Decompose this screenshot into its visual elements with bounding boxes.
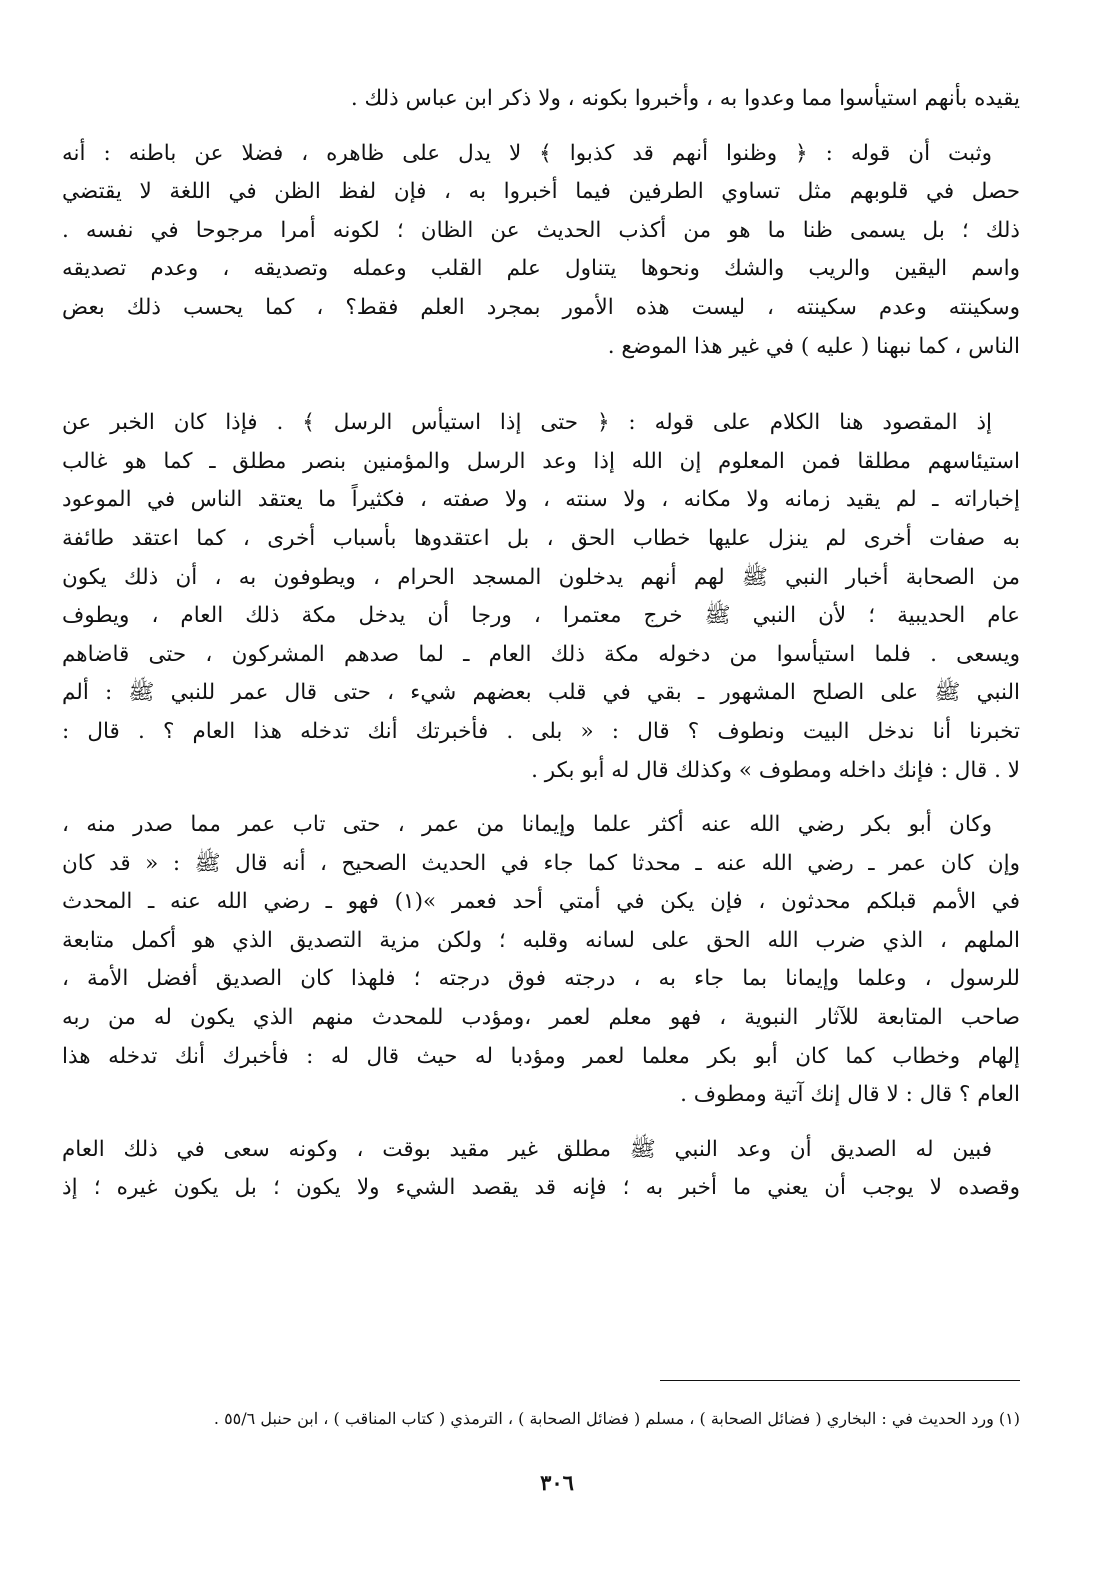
text-line: عام الحديبية ؛ لأن النبي ﷺ خرج معتمرا ، ورجا أن يدخل مكة ذلك العام ، ويطوف [62, 603, 1020, 629]
text-line: العام ؟ قال : لا قال إنك آتية ومطوف . [680, 1082, 1020, 1108]
body-text [62, 80, 1020, 1208]
text-line: إذ المقصود هنا الكلام على قوله : ﴿ حتى إذا استيأس الرسل ﴾ . فإذا كان الخبر عن [62, 410, 992, 436]
text-line: وكان أبو بكر رضي الله عنه أكثر علما وإيمانا من عمر ، حتى تاب عمر مما صدر منه ، [62, 812, 992, 838]
text-line: ويسعى . فلما استيأسوا من دخوله مكة ذلك العام ـ لما صدهم المشركون ، حتى قاضاهم [62, 641, 1020, 667]
text-line: الملهم ، الذي ضرب الله الحق على لسانه وقلبه ؛ ولكن مزية التصديق الذي هو أكمل متابعة [62, 927, 1020, 953]
text-line: الناس ، كما نبهنا ( عليه ) في غير هذا الموضع . [607, 333, 1020, 359]
text-line: لا . قال : فإنك داخله ومطوف » وكذلك قال له أبو بكر . [531, 757, 1020, 783]
text-line: وثبت أن قوله : ﴿ وظنوا أنهم قد كذبوا ﴾ لا يدل على ظاهره ، فضلا عن باطنه : أنه [62, 140, 992, 166]
text-line: استيئاسهم مطلقا فمن المعلوم إن الله إذا وعد الرسل والمؤمنين بنصر مطلق ـ كما هو غالب [62, 448, 1020, 474]
footnote-separator [660, 1380, 1020, 1381]
text-line: تخبرنا أنا ندخل البيت ونطوف ؟ قال : « بلى . فأخبرتك أنك تدخله هذا العام ؟ . قال : [62, 718, 1020, 744]
text-line: صاحب المتابعة للآثار النبوية ، فهو معلم لعمر ،ومؤدب للمحدث منهم الذي يكون له من ربه [62, 1005, 1020, 1031]
text-line: إلهام وخطاب كما كان أبو بكر معلما لعمر ومؤدبا له حيث قال له : فأخبرك أنك تدخله هذا [62, 1043, 1020, 1069]
text-line: به صفات أخرى لم ينزل عليها خطاب الحق ، بل اعتقدوها بأسباب أخرى ، كما اعتقد طائفة [62, 525, 1020, 551]
text-line: للرسول ، وعلما وإيمانا بما جاء به ، درجته فوق درجته ؛ فلهذا كان الصديق أفضل الأمة ، [62, 966, 1020, 992]
text-line: ذلك ؛ بل يسمى ظنا ما هو من أكذب الحديث عن الظان ؛ لكونه أمرا مرجوحا في نفسه . [62, 217, 1020, 243]
text-line: حصل في قلوبهم مثل تساوي الطرفين فيما أخبروا به ، فإن لفظ الظن في اللغة لا يقتضي [62, 179, 1020, 205]
text-line: النبي ﷺ على الصلح المشهور ـ بقي في قلب بعضهم شيء ، حتى قال عمر للنبي ﷺ : ألم [62, 680, 1020, 706]
text-line: في الأمم قبلكم محدثون ، فإن يكن في أمتي أحد فعمر »(١) فهو ـ رضي الله عنه ـ المحدث [62, 889, 1020, 915]
text-line: وإن كان عمر ـ رضي الله عنه ـ محدثا كما جاء في الحديث الصحيح ، أنه قال ﷺ : « قد كان [62, 850, 1020, 876]
text-line: من الصحابة أخبار النبي ﷺ لهم أنهم يدخلون المسجد الحرام ، ويطوفون به ، أن ذلك يكون [62, 564, 1020, 590]
text-line: واسم اليقين والريب والشك ونحوها يتناول علم القلب وعمله وتصديقه ، وعدم تصديقه [62, 256, 1020, 282]
text-line: فبين له الصديق أن وعد النبي ﷺ مطلق غير مقيد بوقت ، وكونه سعى في ذلك العام [62, 1136, 992, 1162]
page-number: ٣٠٦ [540, 1470, 574, 1495]
text-line: وقصده لا يوجب أن يعني ما أخبر به ؛ فإنه قد يقصد الشيء ولا يكون ؛ بل يكون غيره ؛ إذ [62, 1175, 1020, 1201]
footnote: (١) ورد الحديث في : البخاري ( فضائل الصحابة ) ، مسلم ( فضائل الصحابة ) ، الترمذي ( كتاب المناقب ) ، ابن حنبل ٥٥/٦ . [213, 1409, 1020, 1428]
text-line: يقيده بأنهم استيأسوا مما وعدوا به ، وأخبروا بكونه ، ولا ذكر ابن عباس ذلك . [350, 86, 1020, 111]
text-line: إخباراته ـ لم يقيد زمانه ولا مكانه ، ولا سنته ، ولا صفته ، فكثيراً ما يعتقد الناس في الموعود [62, 487, 1020, 513]
text-line: وسكينته وعدم سكينته ، ليست هذه الأمور بمجرد العلم فقط؟ ، كما يحسب ذلك بعض [62, 294, 1020, 320]
